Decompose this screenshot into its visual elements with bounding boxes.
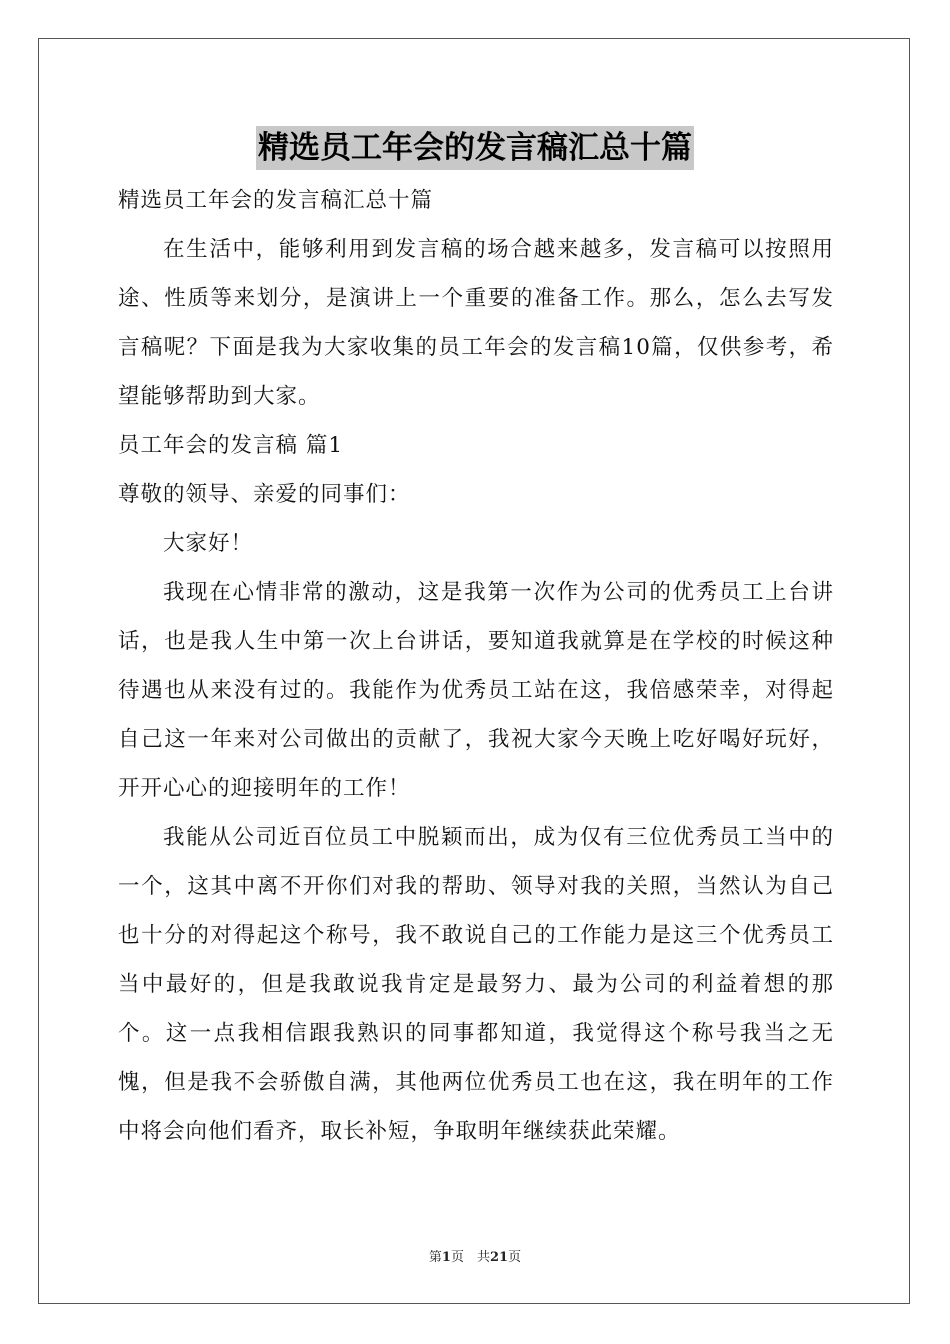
body-paragraph-2: 我能从公司近百位员工中脱颖而出，成为仅有三位优秀员工当中的一个，这其中离不开你们对我的帮助、领导对我的关照，当然认为自己也十分的对得起这个称号，我不敢说自己的工作能力是这三个优秀员工当中最好的，但是我敢说我肯定是最努力、最为公司的利益着想的那个。这一点我相信跟我熟识的同事都知道，我觉得这个称号我当之无愧，但是我不会骄傲自满，其他两位优秀员工也在这，我在明年的工作中将会向他们看齐，取长补短，争取明年继续获此荣耀。 <box>118 825 834 1144</box>
title-container <box>0 126 950 170</box>
document-title: 精选员工年会的发言稿汇总十篇 <box>256 126 694 170</box>
document-body <box>118 176 834 1156</box>
page-current: 1 <box>441 1250 451 1265</box>
page-mid: 页 共 <box>450 1250 490 1265</box>
salutation: 尊敬的领导、亲爱的同事们： <box>118 482 411 507</box>
document-subtitle: 精选员工年会的发言稿汇总十篇 <box>118 188 434 213</box>
page-total: 21 <box>489 1250 509 1265</box>
page-suffix: 页 <box>508 1250 522 1265</box>
body-paragraph-1: 我现在心情非常的激动，这是我第一次作为公司的优秀员工上台讲话，也是我人生中第一次上台讲话，要知道我就算是在学校的时候这种待遇也从来没有过的。我能作为优秀员工站在这，我倍感荣幸，对得起自己这一年来对公司做出的贡献了，我祝大家今天晚上吃好喝好玩好，开开心心的迎接明年的工作！ <box>118 580 834 801</box>
section-heading: 员工年会的发言稿 篇1 <box>118 433 344 458</box>
page-prefix: 第 <box>428 1250 442 1265</box>
page-footer <box>0 1246 950 1265</box>
intro-paragraph: 在生活中，能够利用到发言稿的场合越来越多，发言稿可以按照用途、性质等来划分，是演讲上一个重要的准备工作。那么，怎么去写发言稿呢？下面是我为大家收集的员工年会的发言稿10篇，仅供参考，希望能够帮助到大家。 <box>118 237 834 409</box>
greeting: 大家好！ <box>163 531 254 556</box>
